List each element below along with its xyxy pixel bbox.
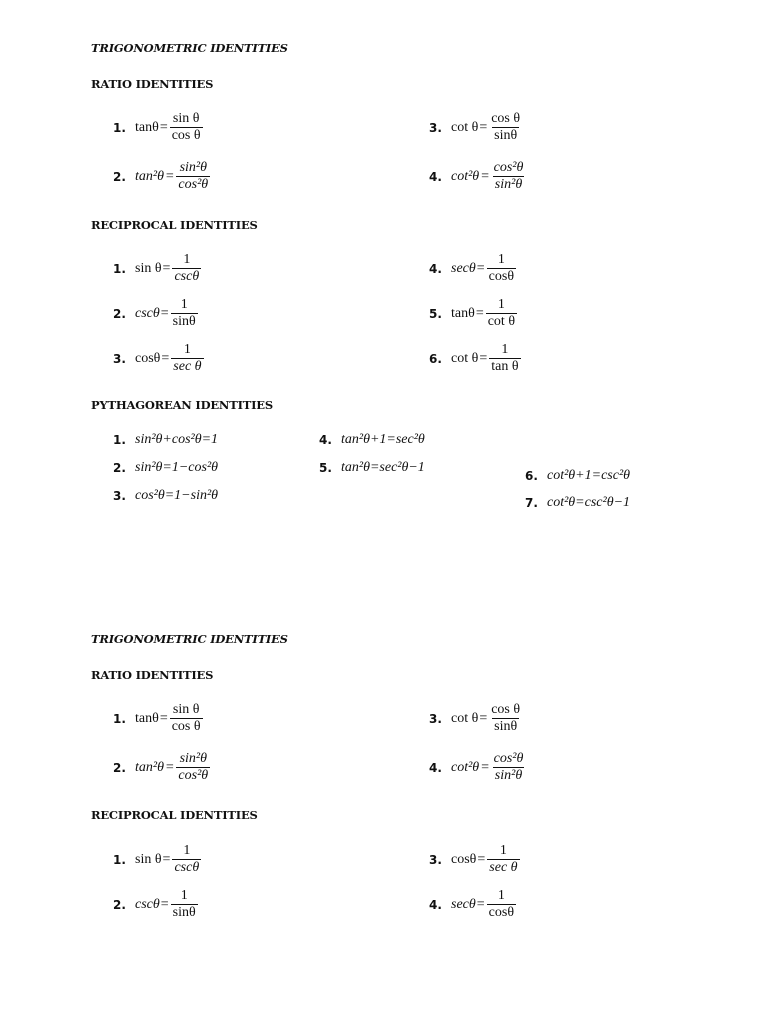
- identity-lhs: tan²θ: [135, 759, 164, 775]
- numerator: 1: [183, 843, 191, 858]
- ratio-identity-4: 4. cot²θ = $\frac{\text{cos²θ}}{\text{sin²θ}}$: [429, 751, 524, 783]
- item-number: 3.: [113, 351, 126, 366]
- item-number: 5.: [429, 306, 442, 321]
- numerator: sin θ: [172, 702, 200, 717]
- identity-expression: tan²θ+1=sec²θ: [341, 432, 425, 447]
- denominator: cosθ: [488, 905, 515, 920]
- fraction: [487, 252, 516, 285]
- fraction: [170, 111, 203, 144]
- ratio-identity-3: 3. cot θ = $\frac{\text{cos θ}}{\sin\theta}$: [429, 111, 521, 143]
- fraction: [171, 888, 198, 921]
- numerator: cos θ: [491, 702, 521, 717]
- denominator: cot θ: [487, 314, 516, 329]
- ratio-identity-4: 4. cot²θ = $\frac{\text{cos²θ}}{\text{sin²θ}}$: [429, 160, 524, 192]
- pythagorean-identity-7: [525, 495, 630, 511]
- numerator: cos²θ: [493, 160, 524, 175]
- identity-expression: cos²θ=1−sin²θ: [135, 488, 219, 503]
- reciprocal-identity-3: 3. cosθ = $\frac{1}{\text{sec θ}}$: [429, 843, 518, 875]
- fraction: [489, 702, 522, 735]
- page-title: TRIGONOMETRIC IDENTITIES: [91, 41, 288, 55]
- ratio-identity-2: 2. tan²θ = $\frac{\text{sin²θ}}{\text{cos²θ}}$: [113, 751, 209, 783]
- denominator: tan θ: [491, 359, 519, 374]
- identity-lhs: secθ: [451, 896, 476, 912]
- identity-lhs: cot θ: [451, 710, 479, 726]
- numerator: sin²θ: [179, 751, 207, 766]
- numerator: 1: [499, 843, 507, 858]
- numerator: 1: [183, 252, 191, 267]
- fraction: [486, 297, 517, 330]
- item-number: 7.: [525, 496, 538, 510]
- numerator: 1: [501, 342, 509, 357]
- pythagorean-identity-3: [113, 488, 218, 504]
- fraction: [172, 252, 201, 285]
- identity-expression: cot²θ=csc²θ−1: [547, 495, 631, 510]
- identity-lhs: cot²θ: [451, 168, 480, 184]
- item-number: 2.: [113, 306, 126, 321]
- denominator: sinθ: [494, 128, 518, 143]
- identity-lhs: tan²θ: [135, 168, 164, 184]
- numerator: 1: [183, 342, 191, 357]
- identity-expression: cot²θ+1=csc²θ: [547, 468, 631, 483]
- reciprocal-identity-5: 5. tanθ = $\frac{1}{\text{cot θ}}$: [429, 297, 516, 329]
- denominator: cos θ: [171, 128, 201, 143]
- item-number: 1.: [113, 120, 126, 135]
- section-heading-ratio: RATIO IDENTITIES: [91, 668, 214, 682]
- section-heading-reciprocal: RECIPROCAL IDENTITIES: [91, 218, 258, 232]
- pythagorean-identity-2: [113, 460, 218, 476]
- fraction: [171, 342, 203, 375]
- denominator: sin²θ: [494, 768, 523, 783]
- identity-expression: sin²θ=1−cos²θ: [135, 460, 219, 475]
- numerator: 1: [497, 297, 505, 312]
- item-number: 3.: [429, 852, 442, 867]
- section-heading-reciprocal: RECIPROCAL IDENTITIES: [91, 808, 258, 822]
- fraction: [170, 702, 203, 735]
- ratio-identity-2: 2. tan²θ = $\frac{\text{sin²θ}}{\text{cos²θ}}$: [113, 160, 209, 192]
- identity-lhs: secθ: [451, 260, 476, 276]
- item-number: 5.: [319, 461, 332, 475]
- identity-lhs: sin θ: [135, 851, 162, 867]
- identity-lhs: cosθ: [451, 851, 477, 867]
- fraction: [487, 888, 516, 921]
- ratio-identity-1: 1. tanθ = $\frac{\text{sin θ}}{\text{cos θ}}$: [113, 702, 201, 734]
- pythagorean-identity-1: [113, 432, 218, 448]
- numerator: cos θ: [491, 111, 521, 126]
- fraction: [176, 751, 210, 784]
- fraction: [492, 751, 526, 784]
- denominator: cscθ: [174, 860, 200, 875]
- reciprocal-identity-3: 3. cosθ = $\frac{1}{\text{sec θ}}$: [113, 342, 202, 374]
- identity-expression: tan²θ=sec²θ−1: [341, 460, 425, 475]
- page-title: TRIGONOMETRIC IDENTITIES: [91, 632, 288, 646]
- identity-lhs: cosθ: [135, 350, 161, 366]
- item-number: 1.: [113, 852, 126, 867]
- denominator: cscθ: [174, 269, 200, 284]
- identity-lhs: tanθ: [451, 305, 475, 321]
- denominator: cos θ: [171, 719, 201, 734]
- fraction: [176, 160, 210, 193]
- item-number: 4.: [429, 261, 442, 276]
- item-number: 1.: [113, 711, 126, 726]
- reciprocal-identity-2: 2. cscθ = $\frac{1}{\sin\theta}$: [113, 297, 196, 329]
- item-number: 4.: [429, 897, 442, 912]
- item-number: 6.: [429, 351, 442, 366]
- pythagorean-identity-4: [319, 432, 425, 448]
- ratio-identity-1: 1. tanθ = $\frac{\text{sin θ}}{\text{cos θ}}$: [113, 111, 201, 143]
- fraction: [489, 342, 520, 375]
- reciprocal-identity-2: 2. cscθ = $\frac{1}{\sin\theta}$: [113, 888, 196, 920]
- section-heading-pythagorean: PYTHAGOREAN IDENTITIES: [91, 398, 273, 412]
- item-number: 3.: [113, 489, 126, 503]
- section-heading-ratio: RATIO IDENTITIES: [91, 77, 214, 91]
- identity-lhs: cot θ: [451, 119, 479, 135]
- pythagorean-identity-5: [319, 460, 425, 476]
- fraction: [487, 843, 519, 876]
- numerator: cos²θ: [493, 751, 524, 766]
- fraction: [171, 297, 198, 330]
- reciprocal-identity-6: 6. cot θ = $\frac{1}{\text{tan θ}}$: [429, 342, 519, 374]
- identity-lhs: tanθ: [135, 710, 159, 726]
- denominator: cos²θ: [178, 177, 209, 192]
- item-number: 1.: [113, 433, 126, 447]
- denominator: cosθ: [488, 269, 515, 284]
- item-number: 4.: [429, 760, 442, 775]
- item-number: 2.: [113, 760, 126, 775]
- item-number: 3.: [429, 711, 442, 726]
- reciprocal-identity-4: 4. secθ = $\frac{1}{\cos\theta}$: [429, 888, 515, 920]
- denominator: cos²θ: [178, 768, 209, 783]
- denominator: sec θ: [173, 359, 202, 374]
- identity-lhs: sin θ: [135, 260, 162, 276]
- numerator: 1: [497, 888, 505, 903]
- numerator: 1: [180, 888, 188, 903]
- item-number: 2.: [113, 897, 126, 912]
- numerator: 1: [180, 297, 188, 312]
- item-number: 6.: [525, 469, 538, 483]
- identity-lhs: cot θ: [451, 350, 479, 366]
- identity-lhs: cot²θ: [451, 759, 480, 775]
- denominator: sin²θ: [494, 177, 523, 192]
- reciprocal-identity-1: 1. sin θ = $\frac{1}{\csc\theta}$: [113, 252, 200, 284]
- item-number: 3.: [429, 120, 442, 135]
- denominator: sinθ: [172, 905, 196, 920]
- denominator: sinθ: [494, 719, 518, 734]
- numerator: sin²θ: [179, 160, 207, 175]
- reciprocal-identity-4: 4. secθ = $\frac{1}{\cos\theta}$: [429, 252, 515, 284]
- fraction: [489, 111, 522, 144]
- numerator: sin θ: [172, 111, 200, 126]
- item-number: 2.: [113, 461, 126, 475]
- item-number: 1.: [113, 261, 126, 276]
- denominator: sec θ: [489, 860, 518, 875]
- fraction: [172, 843, 201, 876]
- item-number: 4.: [429, 169, 442, 184]
- numerator: 1: [497, 252, 505, 267]
- fraction: [492, 160, 526, 193]
- identity-lhs: cscθ: [135, 896, 160, 912]
- item-number: 4.: [319, 433, 332, 447]
- denominator: sinθ: [172, 314, 196, 329]
- item-number: 2.: [113, 169, 126, 184]
- identity-lhs: cscθ: [135, 305, 160, 321]
- identity-expression: sin²θ+cos²θ=1: [135, 432, 219, 447]
- ratio-identity-3: 3. cot θ = $\frac{\text{cos θ}}{\sin\theta}$: [429, 702, 521, 734]
- reciprocal-identity-1: 1. sin θ = $\frac{1}{\csc\theta}$: [113, 843, 200, 875]
- pythagorean-identity-6: [525, 468, 630, 484]
- identity-lhs: tanθ: [135, 119, 159, 135]
